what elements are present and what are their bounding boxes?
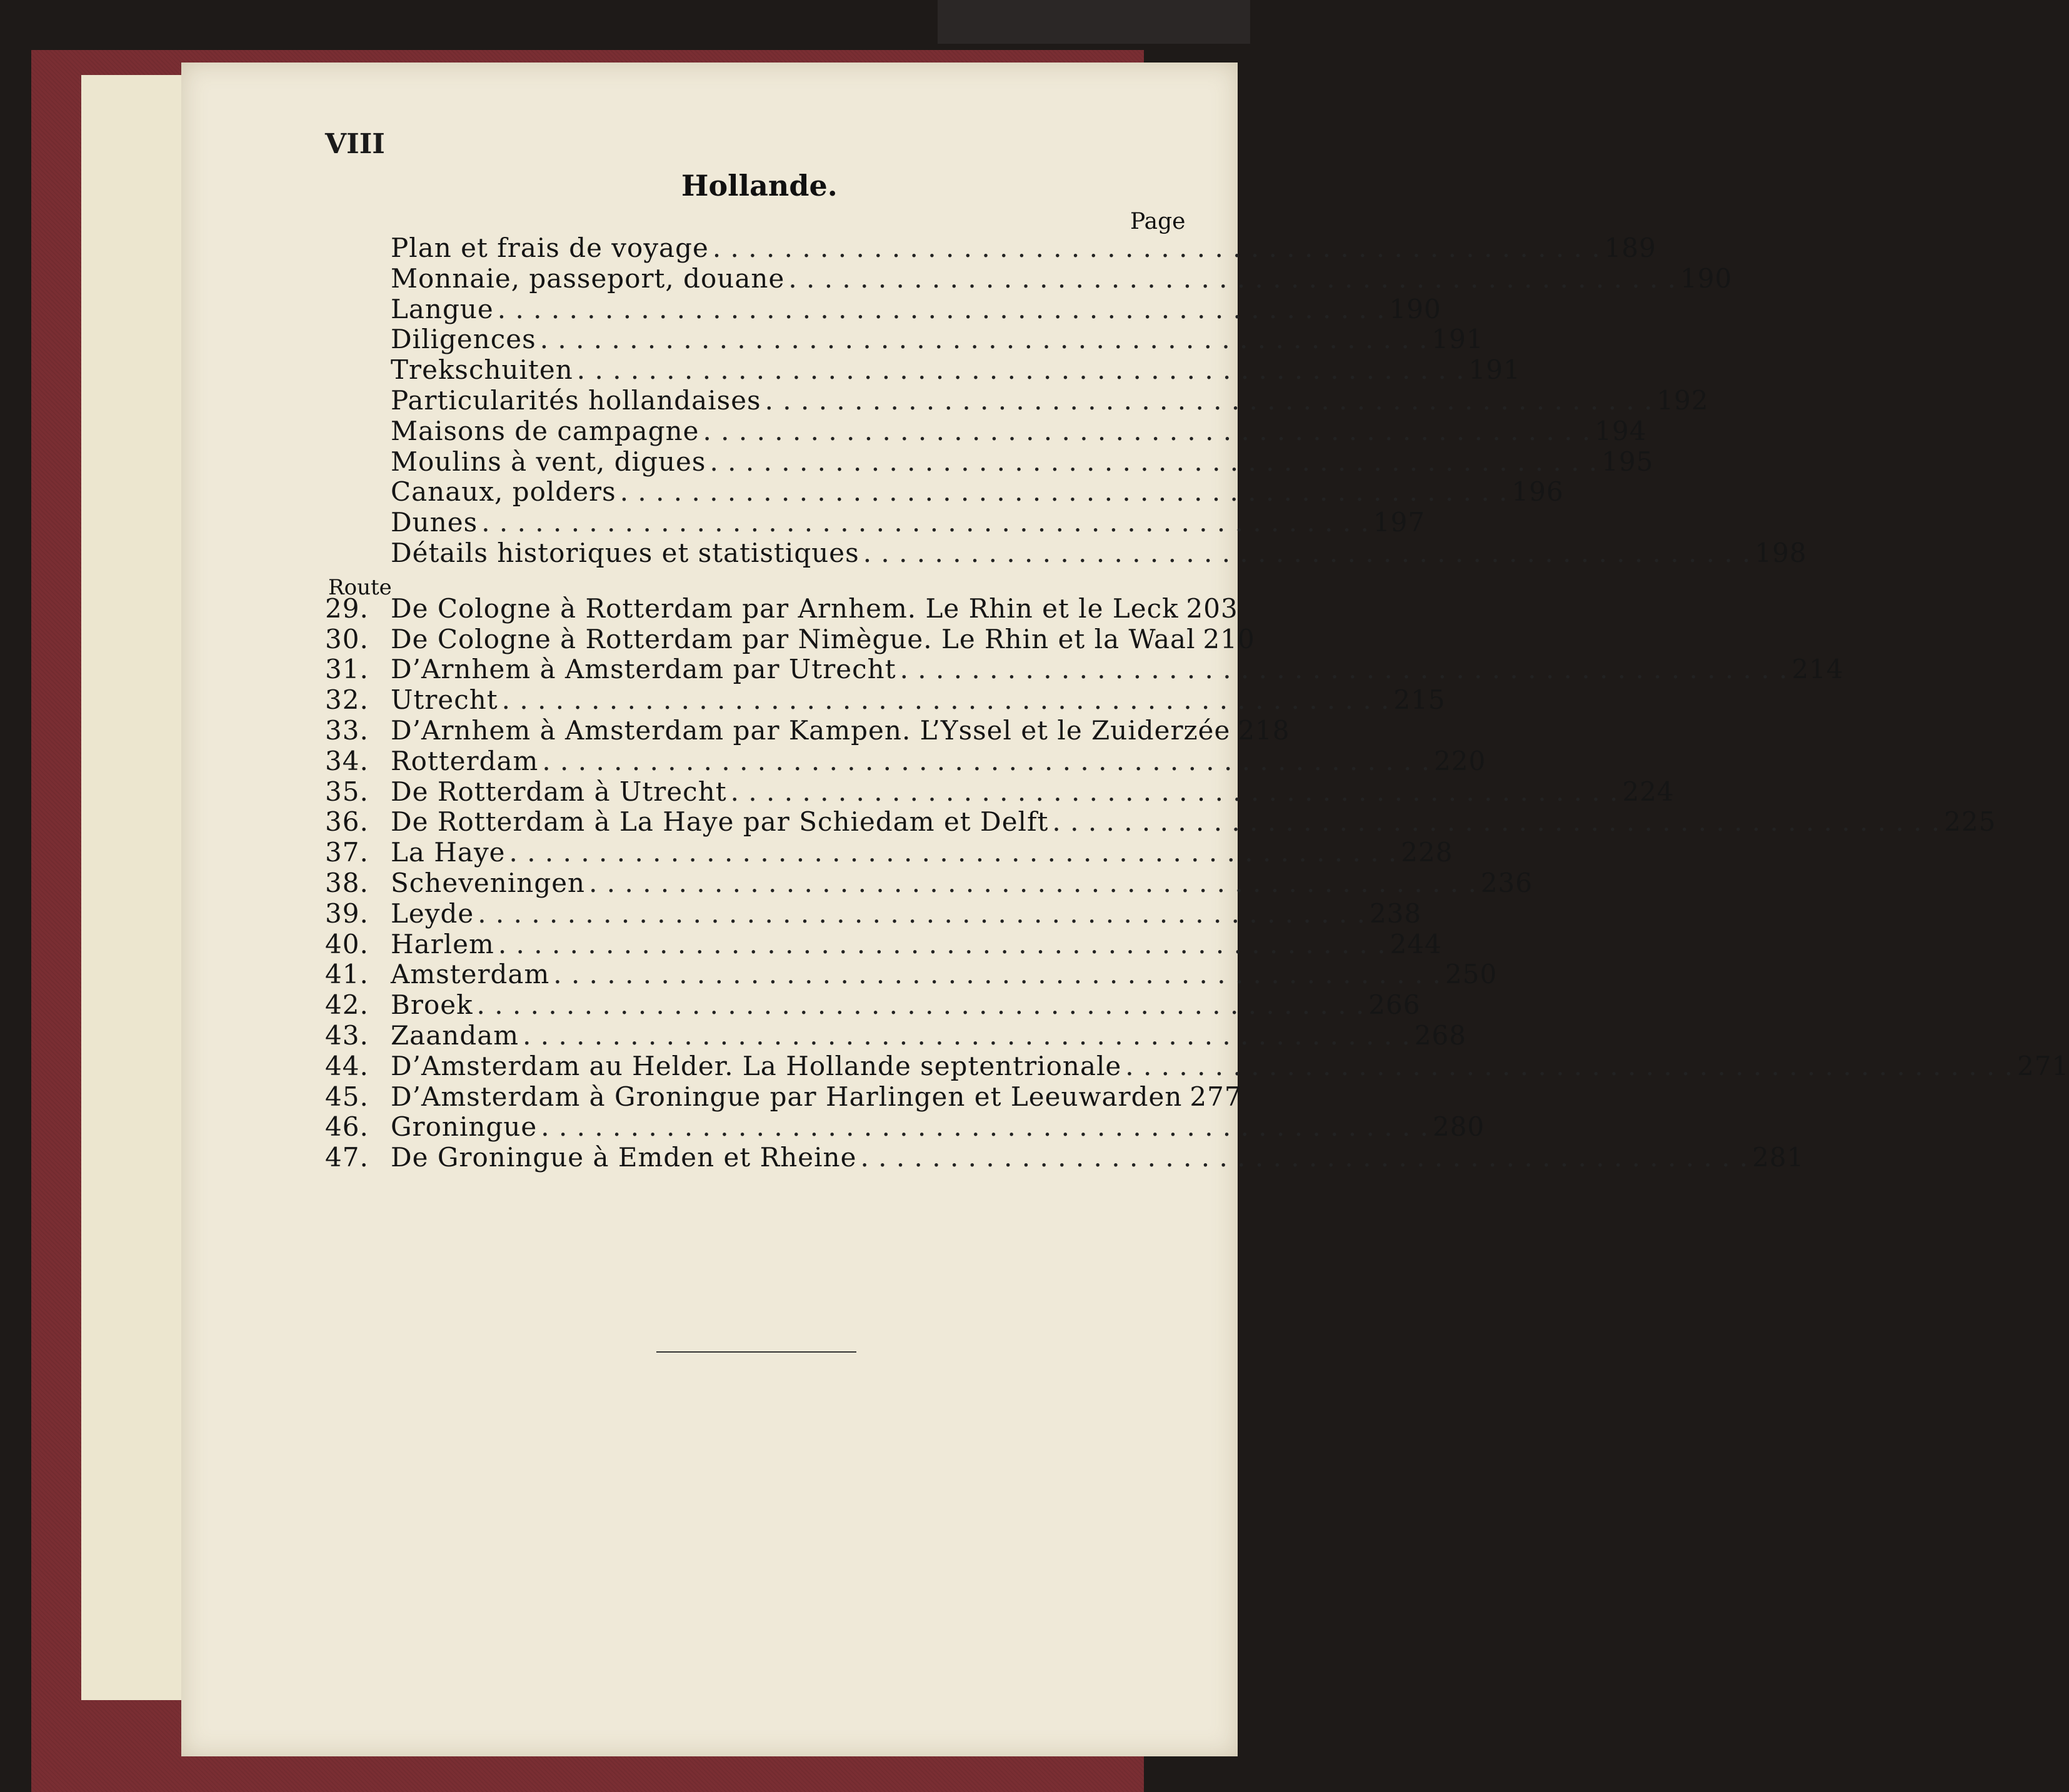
page-number: 268 [1414, 1019, 1466, 1051]
toc-row [325, 898, 1422, 929]
dot-leader: . . . . . . . . . . . . . . . . . . . . . . . . . . . . . . . . . . . . . . . . . . . . . . . . . . [576, 354, 1465, 386]
route-number: 36. [325, 806, 369, 838]
dot-leader: . . . . . . . . . . . . . . . . . . . . . . . . . . . . . . . . . . . . . . . . . . . . . . . . . . [501, 684, 1390, 716]
page-number: 191 [1431, 324, 1484, 355]
route-number: 42. [325, 989, 369, 1021]
toc-row [325, 384, 1709, 416]
entry-label: Leyde [391, 898, 474, 929]
entry-label: Monnaie, passeport, douane [391, 263, 785, 294]
entry-label: Harlem [391, 928, 494, 959]
page-number: 271 [2017, 1050, 2069, 1081]
entry-label: Canaux, polders [391, 476, 616, 508]
entry-label: De Rotterdam à Utrecht [391, 776, 727, 807]
entry-label: Moulins à vent, digues [391, 446, 706, 477]
page-number: 228 [1401, 837, 1453, 868]
page-number: 277 [1190, 1081, 1242, 1112]
page-number: 190 [1680, 263, 1733, 294]
page-number: 215 [1393, 684, 1446, 716]
dot-leader: . . . . . . . . . . . . . . . . . . . . . . . . . . . . . . . . . . . . . . . . . . . . . . . . . . [523, 1019, 1411, 1051]
entry-label: Diligences [391, 324, 536, 355]
entry-label: De Cologne à Rotterdam par Nimègue. Le Rhin et la Waal [391, 623, 1196, 654]
closing-rule [656, 1351, 856, 1353]
route-entries [325, 593, 2069, 1173]
page-number: 225 [1944, 806, 1996, 838]
dot-leader: . . . . . . . . . . . . . . . . . . . . . . . . . . . . . . . . . . . . . . . . . . . . . . . . . . [730, 776, 1619, 807]
section-title: Hollande. [681, 169, 838, 203]
dot-leader: . . . . . . . . . . . . . . . . . . . . . . . . . . . . . . . . . . . . . . . . . . . . . . . . . . [539, 324, 1428, 355]
entry-label: De Groningue à Emden et Rheine [391, 1142, 857, 1173]
toc-row [325, 837, 1453, 868]
toc-row [325, 293, 1441, 325]
toc-row [325, 1142, 1805, 1173]
entry-label: De Rotterdam à La Haye par Schiedam et Delft [391, 806, 1049, 838]
route-number: 37. [325, 837, 369, 868]
toc-row [325, 446, 1654, 478]
dot-leader: . . . . . . . . . . . . . . . . . . . . . . . . . . . . . . . . . . . . . . . . . . . . . . . . . . [619, 476, 1508, 508]
dot-leader: . . . . . . . . . . . . . . . . . . . . . . . . . . . . . . . . . . . . . . . . . . . . . . . . . . [788, 263, 1677, 294]
page-number: 218 [1238, 714, 1290, 746]
page-number: 197 [1373, 507, 1426, 538]
page-number: 196 [1511, 476, 1564, 508]
route-number: 47. [325, 1142, 369, 1173]
dot-leader: . . . . . . . . . . . . . . . . . . . . . . . . . . . . . . . . . . . . . . . . . . . . . . . . . . [860, 1142, 1749, 1173]
dot-leader: . . . . . . . . . . . . . . . . . . . . . . . . . . . . . . . . . . . . . . . . . . . . . . . . . . [509, 837, 1398, 868]
toc-row [325, 959, 1498, 990]
page-number: 266 [1368, 989, 1421, 1021]
page-number: 250 [1445, 959, 1498, 990]
dot-leader: . . . . . . . . . . . . . . . . . . . . . . . . . . . . . . . . . . . . . . . . . . . . . . . . . . [712, 233, 1601, 263]
toc-row [325, 324, 1484, 355]
page-number: 210 [1203, 623, 1255, 654]
endpaper [81, 75, 194, 1700]
route-gap [325, 569, 1188, 594]
dot-leader: . . . . . . . . . . . . . . . . . . . . . . . . . . . . . . . . . . . . . . . . . . . . . . . . . . [703, 415, 1591, 446]
entry-label: Dunes [391, 507, 478, 538]
entry-label: Groningue [391, 1111, 538, 1143]
dot-leader: . . . . . . . . . . . . . . . . . . . . . . . . . . . . . . . . . . . . . . . . . . . . . . . . . . [589, 867, 1477, 898]
entry-label: Plan et frais de voyage [391, 233, 709, 263]
entry-label: Maisons de campagne [391, 415, 699, 446]
toc-row [325, 654, 1844, 685]
toc-row [325, 684, 1446, 716]
entry-label: Détails historiques et statistiques [391, 537, 859, 568]
dot-leader: . . . . . . . . . . . . . . . . . . . . . . . . . . . . . . . . . . . . . . . . . . . . . . . . . . [476, 989, 1365, 1021]
dot-leader: . . . . . . . . . . . . . . . . . . . . . . . . . . . . . . . . . . . . . . . . . . . . . . . . . . [497, 293, 1386, 324]
page-number: 190 [1389, 293, 1441, 324]
route-number: 29. [325, 593, 369, 624]
dot-leader: . . . . . . . . . . . . . . . . . . . . . . . . . . . . . . . . . . . . . . . . . . . . . . . . . . [1125, 1050, 2013, 1081]
dot-leader: . . . . . . . . . . . . . . . . . . . . . . . . . . . . . . . . . . . . . . . . . . . . . . . . . . [1052, 806, 1941, 838]
page-number: 238 [1369, 898, 1422, 929]
page-folio: VIII [325, 128, 385, 160]
entry-label: D’Amsterdam au Helder. La Hollande septentrionale [391, 1050, 1122, 1081]
toc-row [325, 354, 1521, 386]
route-number: 40. [325, 928, 369, 959]
dot-leader: . . . . . . . . . . . . . . . . . . . . . . . . . . . . . . . . . . . . . . . . . . . . . . . . . . [498, 928, 1386, 959]
entry-label: Amsterdam [391, 959, 550, 990]
page-number: 198 [1755, 537, 1807, 568]
dot-leader: . . . . . . . . . . . . . . . . . . . . . . . . . . . . . . . . . . . . . . . . . . . . . . . . . . [541, 1111, 1429, 1143]
page-number: 281 [1752, 1142, 1805, 1173]
route-number: 34. [325, 745, 369, 776]
dot-leader: . . . . . . . . . . . . . . . . . . . . . . . . . . . . . . . . . . . . . . . . . . . . . . . . . . [764, 384, 1653, 416]
dot-leader: . . . . . . . . . . . . . . . . . . . . . . . . . . . . . . . . . . . . . . . . . . . . . . . . . . [481, 507, 1370, 538]
route-number: 35. [325, 776, 369, 807]
page-number: 191 [1468, 354, 1521, 386]
entry-label: D’Arnhem à Amsterdam par Utrecht [391, 654, 896, 685]
dot-leader: . . . . . . . . . . . . . . . . . . . . . . . . . . . . . . . . . . . . . . . . . . . . . . . . . . [709, 446, 1598, 477]
entry-label: D’Arnhem à Amsterdam par Kampen. L’Yssel et le Zuiderzée [391, 714, 1231, 746]
toc-row [325, 537, 1807, 569]
entry-label: De Cologne à Rotterdam par Arnhem. Le Rhin et le Leck [391, 593, 1179, 624]
toc-row [325, 476, 1564, 508]
toc-row [325, 1081, 1242, 1113]
entry-label: Trekschuiten [391, 354, 573, 386]
entry-label: Zaandam [391, 1019, 519, 1051]
route-number: 38. [325, 867, 369, 898]
toc-row [325, 867, 1533, 899]
page-number: 194 [1595, 415, 1647, 446]
route-number: 45. [325, 1081, 369, 1112]
route-column-header: Route [328, 575, 392, 600]
entry-label: Langue [391, 293, 494, 324]
toc-row [325, 623, 1255, 655]
page-column-header: Page [1130, 209, 1186, 234]
toc-row [325, 745, 1486, 777]
page-number: 236 [1480, 867, 1533, 898]
page-number: 203 [1186, 593, 1238, 624]
entry-label: Broek [391, 989, 473, 1021]
toc-row [325, 714, 1290, 746]
toc-row [325, 415, 1647, 447]
entry-label: La Haye [391, 837, 506, 868]
page-number: 214 [1791, 654, 1844, 685]
table-of-contents [325, 233, 2069, 1173]
route-number: 46. [325, 1111, 369, 1143]
page-number: 195 [1601, 446, 1654, 477]
route-number: 32. [325, 684, 369, 716]
page-number: 220 [1434, 745, 1486, 776]
dot-leader: . . . . . . . . . . . . . . . . . . . . . . . . . . . . . . . . . . . . . . . . . . . . . . . . . . [899, 654, 1788, 685]
page-number: 189 [1604, 233, 1656, 263]
dot-leader: . . . . . . . . . . . . . . . . . . . . . . . . . . . . . . . . . . . . . . . . . . . . . . . . . . [863, 537, 1751, 568]
toc-row [325, 593, 1238, 624]
toc-row [325, 263, 1733, 294]
page-number: 280 [1432, 1111, 1485, 1143]
entry-label: Particularités hollandaises [391, 384, 761, 416]
toc-row [325, 989, 1421, 1021]
entry-label: D’Amsterdam à Groningue par Harlingen et Leeuwarden [391, 1081, 1183, 1112]
toc-row [325, 507, 1426, 538]
entry-label: Scheveningen [391, 867, 586, 898]
entry-label: Rotterdam [391, 745, 539, 776]
toc-row [325, 1050, 2069, 1082]
toc-row [325, 1111, 1485, 1143]
entry-label: Utrecht [391, 684, 498, 716]
toc-row [325, 806, 1996, 838]
route-number: 31. [325, 654, 369, 685]
book-cover-top [938, 0, 1250, 44]
page-number: 224 [1622, 776, 1675, 807]
dot-leader: . . . . . . . . . . . . . . . . . . . . . . . . . . . . . . . . . . . . . . . . . . . . . . . . . . [542, 745, 1431, 776]
dot-leader: . . . . . . . . . . . . . . . . . . . . . . . . . . . . . . . . . . . . . . . . . . . . . . . . . . [553, 959, 1441, 990]
general-entries [325, 233, 1807, 569]
route-number: 43. [325, 1019, 369, 1051]
toc-row [325, 1019, 1466, 1051]
toc-row [325, 928, 1442, 960]
toc-row [325, 233, 1656, 264]
page-number: 244 [1390, 928, 1442, 959]
route-number: 30. [325, 623, 369, 654]
route-number: 44. [325, 1050, 369, 1081]
route-number: 39. [325, 898, 369, 929]
page-number: 192 [1656, 384, 1709, 416]
route-number: 41. [325, 959, 369, 990]
toc-row [325, 776, 1675, 808]
route-number: 33. [325, 714, 369, 746]
dot-leader: . . . . . . . . . . . . . . . . . . . . . . . . . . . . . . . . . . . . . . . . . . . . . . . . . . [478, 898, 1366, 929]
